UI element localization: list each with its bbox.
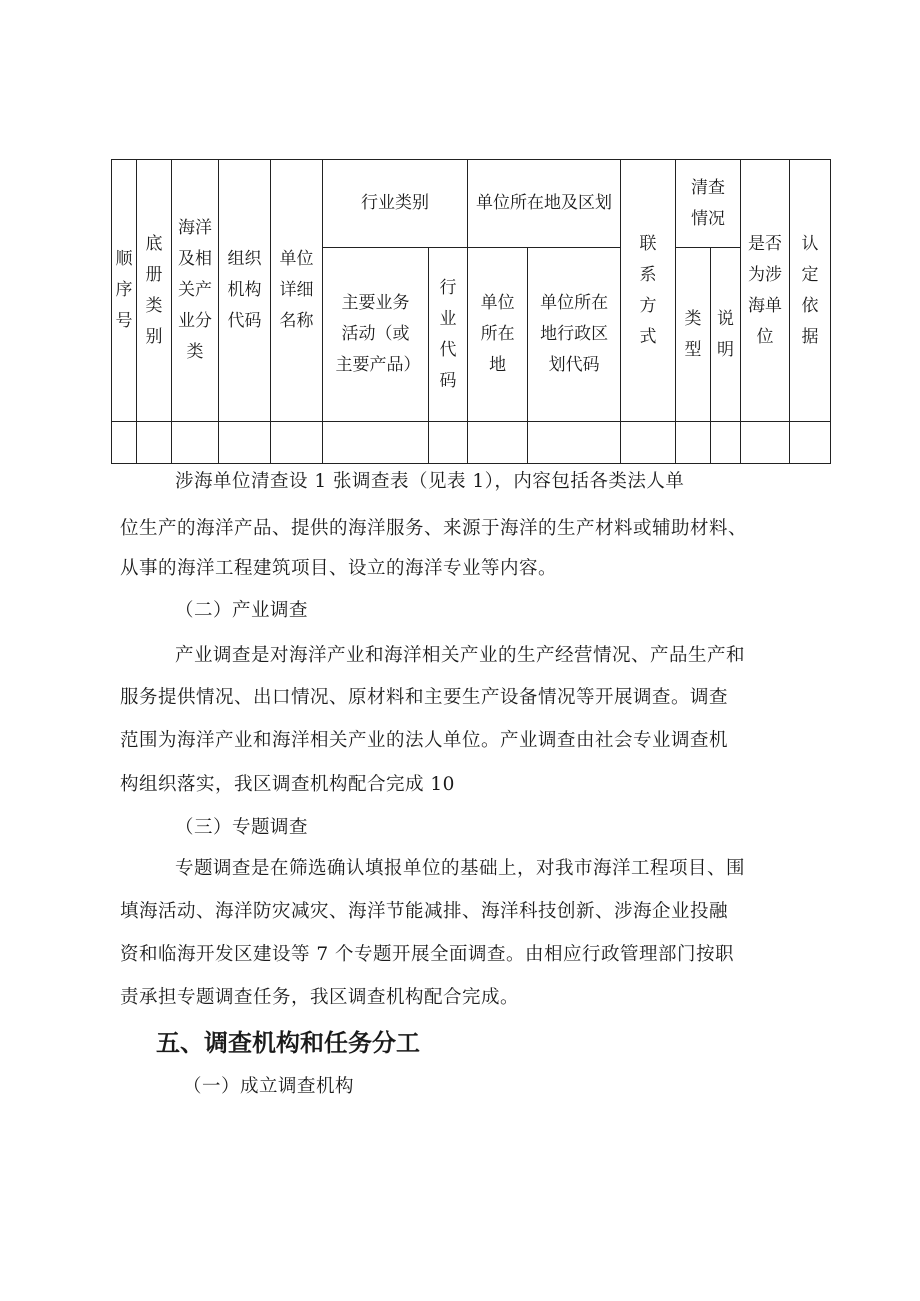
table-row xyxy=(112,422,831,464)
header-register-category: 底册类别 xyxy=(137,160,172,422)
header-industry-category: 行业类别 xyxy=(323,160,468,248)
section-title-industry-survey: （二）产业调查 xyxy=(175,600,309,621)
header-is-marine-unit: 是否为涉海单位 xyxy=(741,160,790,422)
header-seq: 顺序号 xyxy=(112,160,137,422)
header-location-group: 单位所在地及区划 xyxy=(468,160,621,248)
paragraph-line: 涉海单位清查设 1 张调查表（见表 1），内容包括各类法人单 xyxy=(175,471,685,492)
paragraph-line: 资和临海开发区建设等 7 个专题开展全面调查。由相应行政管理部门按职 xyxy=(120,944,735,965)
paragraph-line: 产业调查是对海洋产业和海洋相关产业的生产经营情况、产品生产和 xyxy=(175,645,746,666)
header-check-type: 类型 xyxy=(676,248,711,422)
paragraph-line: 填海活动、海洋防灾减灾、海洋节能减排、海洋科技创新、涉海企业投融 xyxy=(120,901,729,922)
paragraph-line: 范围为海洋产业和海洋相关产业的法人单位。产业调查由社会专业调查机 xyxy=(120,730,729,751)
paragraph-line: 构组织落实，我区调查机构配合完成 10 xyxy=(120,774,455,795)
subsection-title-establish-agency: （一）成立调查机构 xyxy=(183,1076,355,1097)
paragraph-line: 从事的海洋工程建筑项目、设立的海洋专业等内容。 xyxy=(120,558,558,579)
header-check-status: 清查情况 xyxy=(676,160,741,248)
header-org-code: 组织机构代码 xyxy=(219,160,271,422)
header-admin-code: 单位所在地行政区划代码 xyxy=(528,248,621,422)
header-marine-classification: 海洋及相关产业分类 xyxy=(172,160,219,422)
paragraph-line: 位生产的海洋产品、提供的海洋服务、来源于海洋的生产材料或辅助材料、 xyxy=(120,518,748,539)
header-unit-location: 单位所在地 xyxy=(468,248,528,422)
header-unit-name: 单位详细名称 xyxy=(271,160,323,422)
section-heading-5: 五、调查机构和任务分工 xyxy=(156,1029,420,1057)
paragraph-line: 专题调查是在筛选确认填报单位的基础上，对我市海洋工程项目、围 xyxy=(175,858,746,879)
paragraph-line: 责承担专题调查任务，我区调查机构配合完成。 xyxy=(120,987,520,1008)
paragraph-line: 服务提供情况、出口情况、原材料和主要生产设备情况等开展调查。调查 xyxy=(120,687,729,708)
marine-unit-survey-table xyxy=(111,159,831,464)
header-basis: 认定依据 xyxy=(790,160,831,422)
header-check-note: 说明 xyxy=(711,248,741,422)
header-industry-code: 行业代码 xyxy=(429,248,468,422)
header-main-business: 主要业务活动（或主要产品） xyxy=(323,248,429,422)
section-title-special-survey: （三）专题调查 xyxy=(175,817,309,838)
header-contact: 联系方式 xyxy=(621,160,676,422)
